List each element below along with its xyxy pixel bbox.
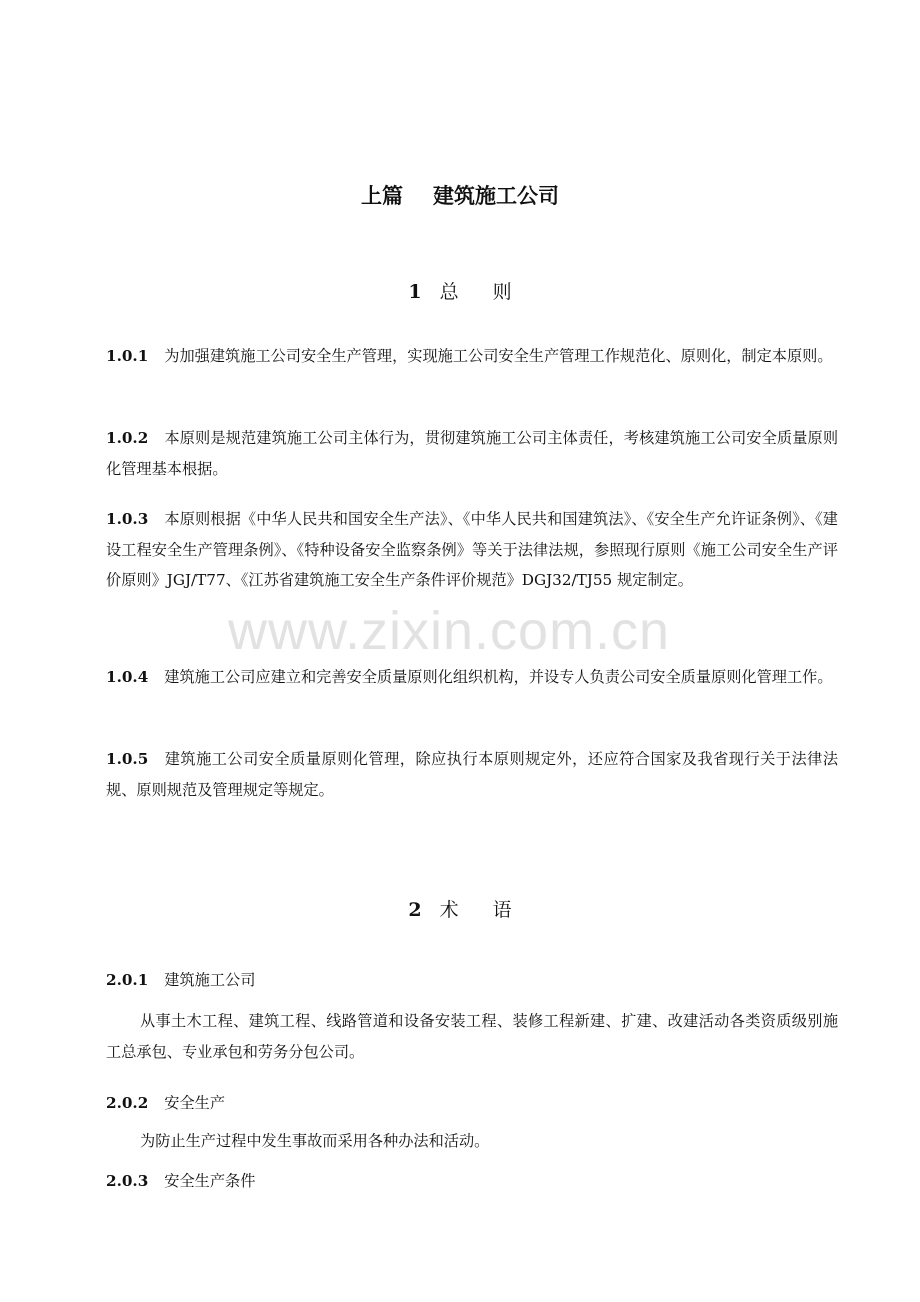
clause-number: 1.0.5 <box>106 750 149 768</box>
chapter-1-heading <box>0 277 920 304</box>
clause-1-0-1 <box>106 341 838 372</box>
term-2-0-1-definition: 从事土木工程、建筑工程、线路管道和设备安装工程、装修工程新建、扩建、改建活动各类资质级别施工总承包、专业承包和劳务分包公司。 <box>106 1012 838 1061</box>
clause-1-0-3 <box>106 504 838 596</box>
chapter-title-char: 则 <box>492 281 512 303</box>
clause-text: 本原则是规范建筑施工公司主体行为，贯彻建筑施工公司主体责任，考核建筑施工公司安全质量原则化管理基本根据。 <box>106 429 838 478</box>
term-number: 2.0.2 <box>106 1094 149 1112</box>
part-name: 建筑施工公司 <box>433 183 559 208</box>
clause-number: 1.0.3 <box>106 510 149 528</box>
chapter-number: 1 <box>408 281 422 303</box>
chapter-title-char: 语 <box>492 899 512 921</box>
term-2-0-2-definition: 为防止生产过程中发生事故而采用各种办法和活动。 <box>140 1132 490 1150</box>
clause-text: 建筑施工公司应建立和完善安全质量原则化组织机构，并设专人负责公司安全质量原则化管理工作。 <box>164 668 833 686</box>
term-name: 建筑施工公司 <box>164 971 256 989</box>
part-title <box>0 180 920 210</box>
chapter-title-char: 术 <box>439 899 459 921</box>
term-2-0-2 <box>106 1088 838 1119</box>
clause-text: 建筑施工公司安全质量原则化管理，除应执行本原则规定外，还应符合国家及我省现行关于法律法规、原则规范及管理规定等规定。 <box>106 750 838 799</box>
chapter-2-heading <box>0 895 920 922</box>
term-name: 安全生产 <box>164 1094 226 1112</box>
term-2-0-1 <box>106 965 838 996</box>
chapter-number: 2 <box>408 899 422 921</box>
clause-text: 本原则根据《中华人民共和国安全生产法》、《中华人民共和国建筑法》、《安全生产允许证条例》、《建设工程安全生产管理条例》、《特种设备安全监察条例》等关于法律法规，参照现行原则《施工公司安全生产评价原则》JGJ/T77、《江苏省建筑施工安全生产条件评价规范》DGJ32/TJ55 规定制定。 <box>106 510 838 589</box>
clause-1-0-5 <box>106 744 838 805</box>
clause-number: 1.0.4 <box>106 668 149 686</box>
clause-1-0-4 <box>106 662 838 693</box>
watermark: www.zixin.com.cn <box>228 601 671 661</box>
part-label: 上篇 <box>361 183 403 208</box>
term-2-0-3 <box>106 1166 838 1197</box>
clause-number: 1.0.2 <box>106 429 149 447</box>
term-name: 安全生产条件 <box>164 1172 256 1190</box>
term-number: 2.0.3 <box>106 1172 149 1190</box>
term-number: 2.0.1 <box>106 971 149 989</box>
clause-text: 为加强建筑施工公司安全生产管理，实现施工公司安全生产管理工作规范化、原则化，制定本原则。 <box>164 347 833 365</box>
clause-1-0-2 <box>106 423 838 484</box>
clause-number: 1.0.1 <box>106 347 149 365</box>
chapter-title-char: 总 <box>439 281 459 303</box>
